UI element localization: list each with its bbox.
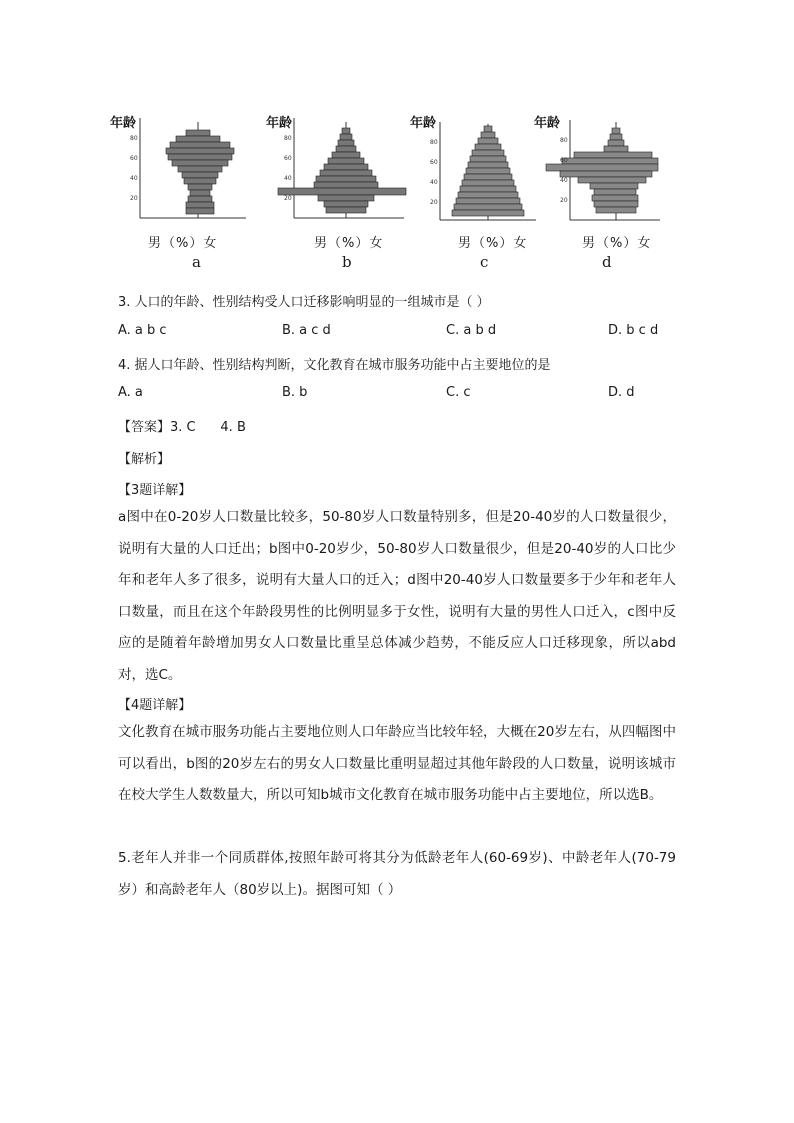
pyramid-c-ylabel: 年龄 [410,116,437,131]
detail-4-heading: 【4题详解】 [118,698,192,713]
pyramid-b-ylabel: 年龄 [266,116,293,131]
pyramid-b-letter: b [342,253,352,271]
svg-text:60: 60 [560,157,568,164]
question-3-stem: 3. 人口的年龄、性别结构受人口迁移影响明显的一组城市是（ ） [118,295,490,310]
svg-text:80: 80 [430,139,438,146]
svg-text:80: 80 [560,137,568,144]
question-4-stem: 4. 据人口年龄、性别结构判断，文化教育在城市服务功能中占主要地位的是 [118,358,551,373]
pyramid-b-axis-label: 男（%）女 [314,236,384,251]
pyramid-a-ylabel: 年龄 [110,116,137,131]
pyramid-a [110,108,246,280]
svg-text:80: 80 [130,135,138,142]
q4-option-c: C. c [446,385,471,400]
svg-text:60: 60 [284,155,292,162]
svg-text:20: 20 [130,195,138,202]
q4-option-d: D. d [608,385,635,400]
svg-text:40: 40 [130,175,138,182]
pyramid-c-letter: c [480,253,489,271]
question-5-stem: 5.老年人并非一个同质群体,按照年龄可将其分为低龄老年人(60-69岁)、中龄老年人(70-79岁）和高龄老年人（80岁以上)。据图可知（ ） [118,850,676,898]
q3-option-a: A. a b c [118,323,167,338]
svg-text:40: 40 [560,177,568,184]
q3-option-c: C. a b d [446,323,497,338]
detail-4-body: 文化教育在城市服务功能占主要地位则人口年龄应当比较年轻，大概在20岁左右，从四幅图中可以看出，b图的20岁左右的男女人口数量比重明显超过其他年龄段的人口数量，说明该城市在校大学生人数数量大，所以可知b城市文化教育在城市服务功能中占主要地位，所以选B。 [118,724,676,803]
svg-text:20: 20 [560,197,568,204]
svg-text:40: 40 [284,175,292,182]
q4-option-a: A. a [118,385,143,400]
pyramid-a-letter: a [192,253,201,271]
q3-option-d: D. b c d [608,323,659,338]
q4-option-b: B. b [282,385,308,400]
pyramid-c [410,108,546,280]
q3-option-b: B. a c d [282,323,331,338]
pyramid-b [266,108,402,280]
pyramid-d-ylabel: 年龄 [534,116,561,131]
svg-text:60: 60 [130,155,138,162]
svg-text:80: 80 [284,135,292,142]
pyramid-d [534,108,670,280]
pyramid-a-axis-label: 男（%）女 [148,236,218,251]
svg-text:40: 40 [430,179,438,186]
svg-text:60: 60 [430,159,438,166]
pyramid-d-letter: d [602,253,612,271]
svg-text:20: 20 [284,195,292,202]
answer-line: 【答案】3. C 4. B [118,420,246,435]
svg-text:20: 20 [430,199,438,206]
detail-3-body: a图中在0-20岁人口数量比较多，50-80岁人口数量特别多，但是20-40岁的人口数量很少，说明有大量的人口迁出；b图中0-20岁少，50-80岁人口数量很少，但是20-40岁的人口比少年和老年人多了很多，说明有大量人口的迁入；d图中20-40岁人口数量要多于少年和老年人口数量，而且在这个年龄段男性的比例明显多于女性，说明有大量的男性人口迁入，c图中反应的是随着年龄增加男女人口数量比重呈总体减少趋势，不能反应人口迁移现象，所以abd对，选C。 [118,509,676,683]
population-pyramid-figures [110,108,690,280]
pyramid-c-axis-label: 男（%）女 [458,236,528,251]
analysis-heading: 【解析】 [118,452,171,467]
pyramid-d-axis-label: 男（%）女 [582,236,652,251]
detail-3-heading: 【3题详解】 [118,483,192,498]
